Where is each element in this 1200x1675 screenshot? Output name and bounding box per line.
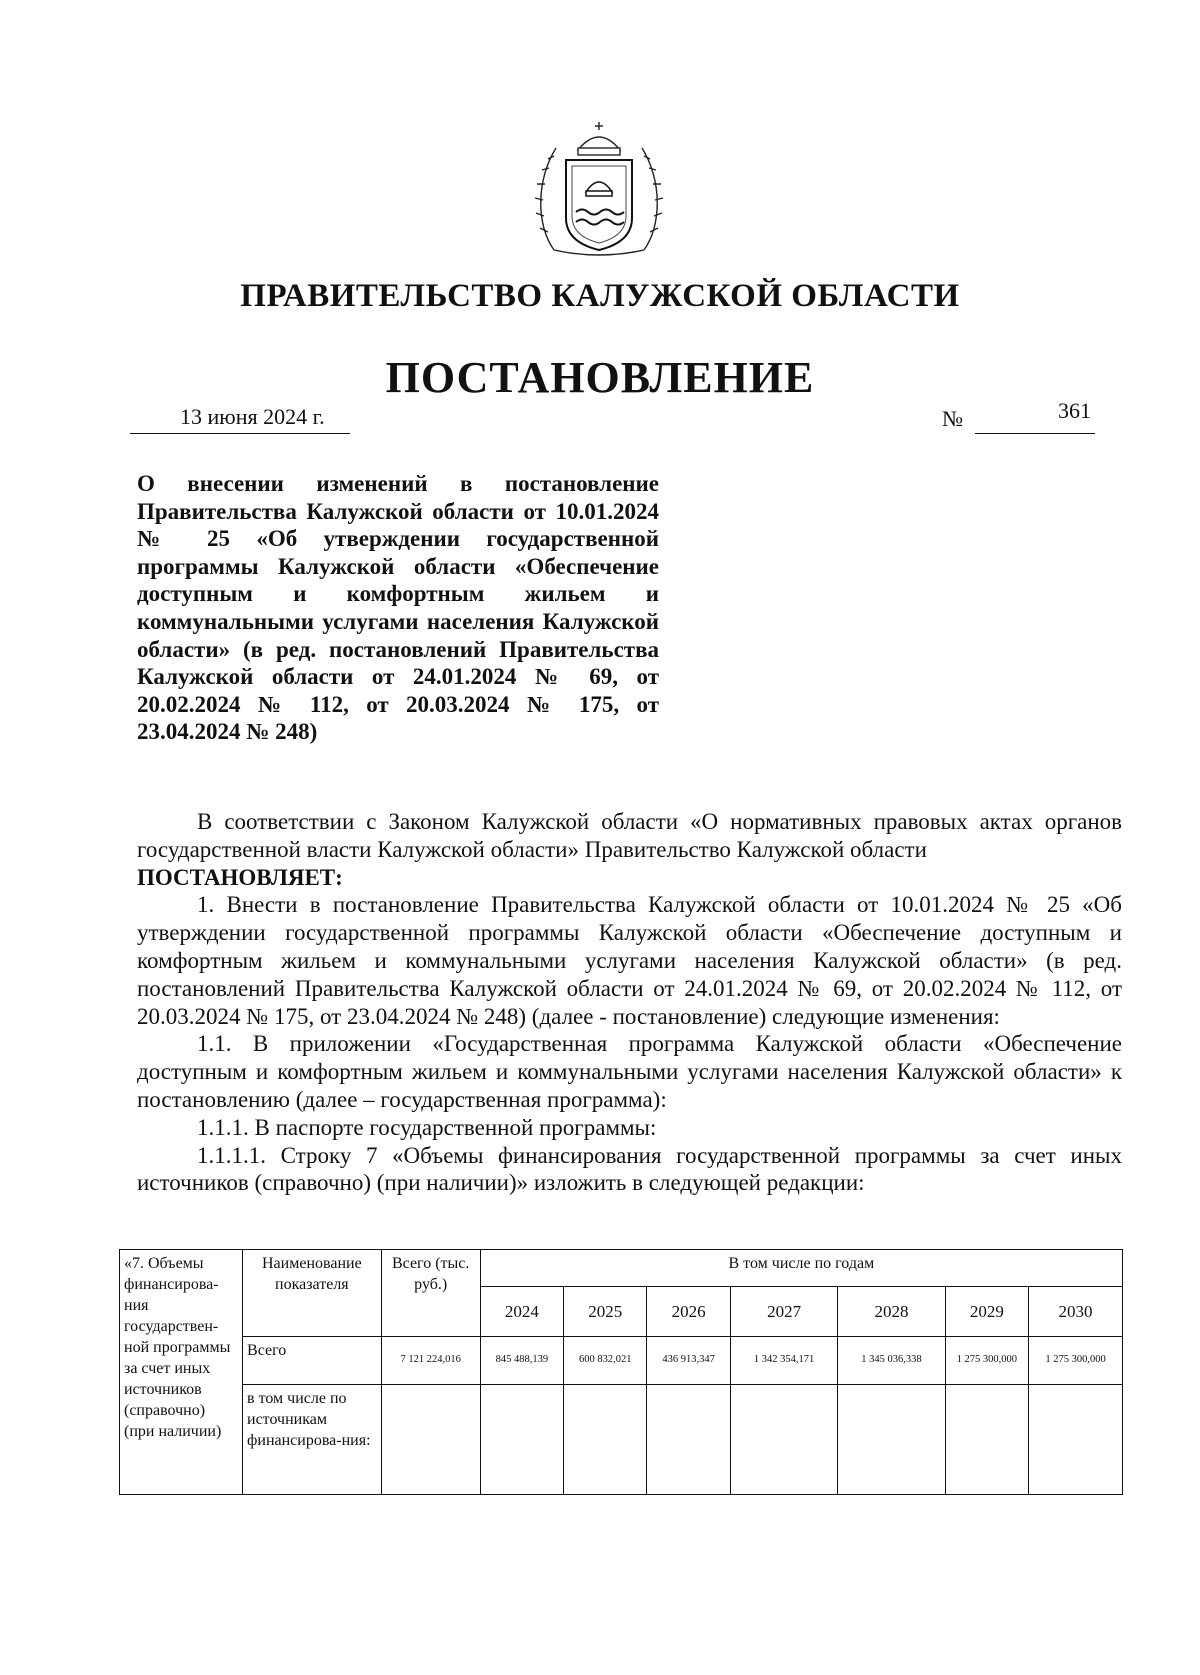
document-body bbox=[137, 808, 1122, 1197]
empty-cell bbox=[647, 1385, 730, 1495]
paragraph-1-1-1-1: 1.1.1.1. Строку 7 «Объемы финансирования государственной программы за счет иных источников (справочно) (при наличии)» изложить в следующей редакции: bbox=[137, 1142, 1122, 1196]
year-value: 436 913,347 bbox=[647, 1337, 730, 1385]
year-value: 1 275 300,000 bbox=[1029, 1337, 1123, 1385]
year-header: 2029 bbox=[945, 1287, 1028, 1337]
year-value: 1 342 354,171 bbox=[730, 1337, 837, 1385]
total-header: Всего (тыс. руб.) bbox=[381, 1250, 480, 1337]
document-date: 13 июня 2024 г. bbox=[180, 404, 325, 429]
indicator-header: Наименование показателя bbox=[243, 1250, 382, 1337]
row-title-cell: «7. Объемы финансирова-ния государствен-ной программы за счет иных источников (справочно) (при наличии) bbox=[120, 1250, 243, 1495]
date-underline bbox=[130, 433, 350, 434]
document-subject: О внесении изменений в постановление Правительства Калужской области от 10.01.2024 № 25 «Об утверждении государственной программы Калужской области «Обеспечение доступным и комфортным жильем и коммунальными услугами населения Калужской области» (в ред. постановлений Правительства Калужской области от 24.01.2024 № 69, от 20.02.2024 № 112, от 20.03.2024 № 175, от 23.04.2024 № 248) bbox=[137, 471, 659, 745]
year-header: 2026 bbox=[647, 1287, 730, 1337]
year-value: 845 488,139 bbox=[480, 1337, 563, 1385]
empty-cell bbox=[381, 1385, 480, 1495]
empty-cell bbox=[480, 1385, 563, 1495]
coat-of-arms-emblem bbox=[534, 120, 664, 258]
decree-word: ПОСТАНОВЛЯЕТ: bbox=[137, 864, 343, 890]
years-header: В том числе по годам bbox=[480, 1250, 1122, 1287]
empty-cell bbox=[730, 1385, 837, 1495]
financing-table bbox=[119, 1249, 1123, 1495]
year-header: 2024 bbox=[480, 1287, 563, 1337]
year-header: 2028 bbox=[838, 1287, 945, 1337]
row-total-sum: 7 121 224,016 bbox=[381, 1337, 480, 1385]
row-sources-label: в том числе по источникам финансирова-ния: bbox=[243, 1385, 382, 1495]
year-value: 600 832,021 bbox=[564, 1337, 647, 1385]
year-header: 2030 bbox=[1029, 1287, 1123, 1337]
intro-paragraph bbox=[137, 808, 1122, 864]
document-number: 361 bbox=[1058, 398, 1091, 423]
document-type: ПОСТАНОВЛЕНИЕ bbox=[385, 353, 815, 402]
paragraph-1-1-1: 1.1.1. В паспорте государственной программы: bbox=[197, 1114, 657, 1140]
year-value: 1 275 300,000 bbox=[945, 1337, 1028, 1385]
empty-cell bbox=[945, 1385, 1028, 1495]
paragraph-1: 1. Внести в постановление Правительства Калужской области от 10.01.2024 № 25 «Об утверждении государственной программы Калужской области «Обеспечение доступным и комфортным жильем и коммунальными услугами населения Калужской области» (в ред. постановлений Правительства Калужской области от 24.01.2024 № 69, от 20.02.2024 № 112, от 20.03.2024 № 175, от 23.04.2024 № 248) (далее - постановление) следующие изменения: bbox=[137, 892, 1122, 1029]
empty-cell bbox=[1029, 1385, 1123, 1495]
number-label: № bbox=[942, 406, 963, 431]
empty-cell bbox=[838, 1385, 945, 1495]
government-title: ПРАВИТЕЛЬСТВО КАЛУЖСКОЙ ОБЛАСТИ bbox=[240, 278, 960, 314]
year-header: 2025 bbox=[564, 1287, 647, 1337]
empty-cell bbox=[564, 1385, 647, 1495]
paragraph-1-1: 1.1. В приложении «Государственная программа Калужской области «Обеспечение доступным и комфортным жильем и коммунальными услугами населения Калужской области» к постановлению (далее – государственная программа): bbox=[137, 1031, 1122, 1112]
number-underline bbox=[975, 433, 1095, 434]
intro-text: В соответствии с Законом Калужской области «О нормативных правовых актах органов государственной власти Калужской области» Правительство Калужской области bbox=[137, 809, 1122, 862]
year-value: 1 345 036,338 bbox=[838, 1337, 945, 1385]
year-header: 2027 bbox=[730, 1287, 837, 1337]
row-total-label: Всего bbox=[243, 1337, 382, 1385]
